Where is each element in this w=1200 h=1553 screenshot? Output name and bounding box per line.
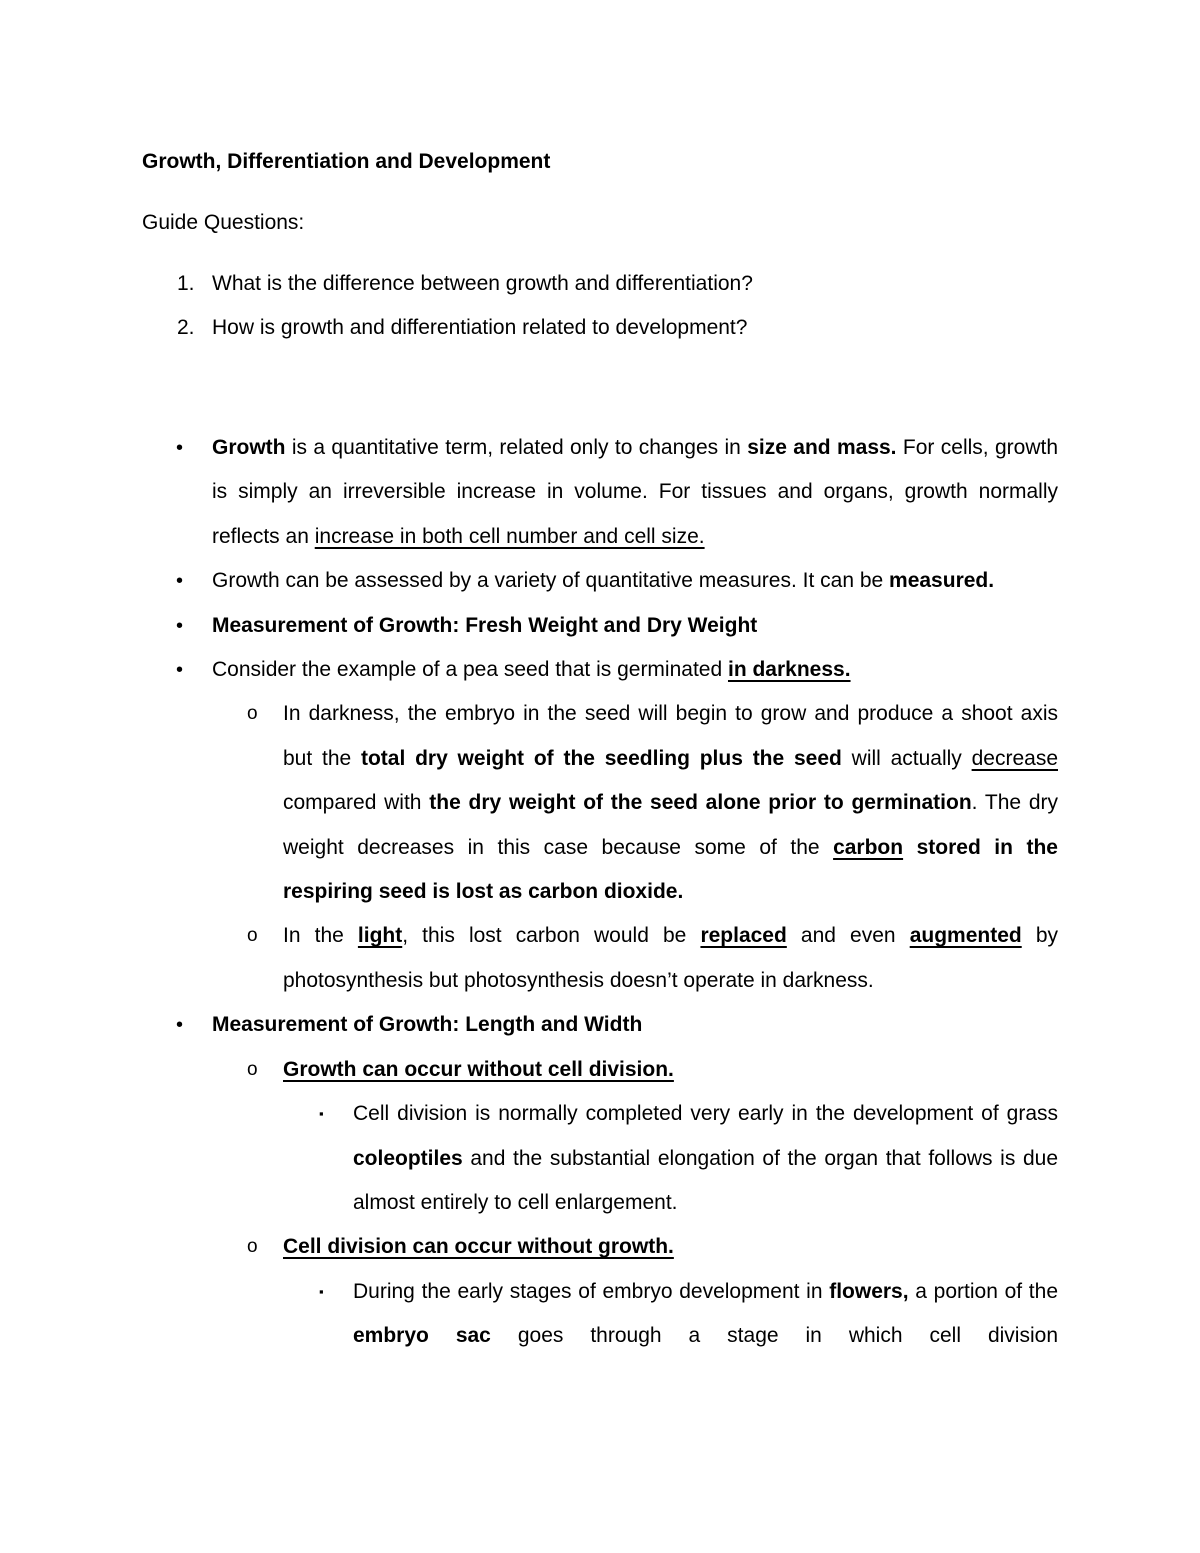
bullet-fresh-dry-weight <box>176 604 1058 648</box>
subsubbullet-coleoptiles <box>319 1092 1058 1225</box>
question-item <box>142 314 1062 358</box>
square-marker: ▪ <box>319 1106 324 1122</box>
guide-questions-list <box>142 270 1062 358</box>
text-run: . The dry weight decreases in this case because some of the <box>283 791 1058 859</box>
bold-term: measured. <box>889 569 995 593</box>
bullet-marker: • <box>176 1014 184 1037</box>
text-run: compared with <box>283 791 430 815</box>
question-text: How is growth and differentiation related to development? <box>212 316 748 339</box>
underlined-text: increase in both cell number and cell size. <box>314 524 705 548</box>
question-number: 2. <box>177 316 195 339</box>
bold-heading: Measurement of Growth: Length and Width <box>212 1013 643 1037</box>
bold-term: embryo sac <box>353 1324 491 1348</box>
bold-term: size and mass. <box>747 436 897 459</box>
bold-term: total dry weight of the seedling plus the seed <box>360 746 842 770</box>
subbullet-light <box>247 914 1058 1003</box>
text-run: In the <box>283 924 358 948</box>
circle-marker: o <box>247 1236 258 1258</box>
bullet-length-width <box>176 1003 1058 1047</box>
bold-underlined-term: Growth can occur without cell division. <box>283 1057 674 1081</box>
bullet-marker: • <box>176 614 184 637</box>
bold-term: flowers, <box>829 1279 909 1303</box>
bullet-growth-assessed <box>176 559 1058 603</box>
text-run: , this lost carbon would be <box>402 924 701 948</box>
question-item <box>142 270 1062 314</box>
underlined-text: decrease <box>971 746 1058 770</box>
text-run: and the substantial elongation of the organ that follows is due almost entirely to cell enlargement. <box>353 1146 1058 1214</box>
text-run: During the early stages of embryo development in <box>353 1279 830 1303</box>
circle-marker: o <box>247 925 258 947</box>
subbullet-division-without-growth <box>247 1225 1058 1269</box>
question-number: 1. <box>177 272 195 295</box>
bullet-growth-definition <box>176 426 1058 559</box>
bullet-marker: • <box>176 570 184 593</box>
text-run: In darkness, the embryo in the seed will begin to grow and produce a shoot axis but the <box>283 702 1058 770</box>
bold-term: coleoptiles <box>353 1146 463 1170</box>
question-text: What is the difference between growth and differentiation? <box>212 272 753 295</box>
subbullet-darkness <box>247 692 1058 914</box>
bold-underlined-term: light <box>357 924 403 948</box>
text-run: goes through a stage in which cell division <box>490 1324 1058 1348</box>
bold-heading: Measurement of Growth: Fresh Weight and Dry Weight <box>212 613 758 637</box>
bold-underlined-term: augmented <box>909 924 1022 948</box>
square-marker: ▪ <box>319 1283 324 1299</box>
bold-underlined-term: Cell division can occur without growth. <box>283 1235 674 1259</box>
notes-body <box>0 426 1200 1359</box>
bold-term: stored in the respiring seed is lost as carbon dioxide. <box>283 835 1058 904</box>
text-run: by photosynthesis but photosynthesis doesn’t operate in darkness. <box>283 924 1058 992</box>
circle-marker: o <box>247 1058 258 1080</box>
bullet-marker: • <box>176 659 184 682</box>
circle-marker: o <box>247 703 258 725</box>
text-run: Cell division is normally completed very early in the development of grass <box>353 1102 1058 1126</box>
bold-underlined-term: replaced <box>700 924 787 948</box>
bold-term: Growth <box>212 436 286 459</box>
subbullet-growth-without-division <box>247 1048 1058 1092</box>
text-run: a portion of the <box>908 1279 1058 1303</box>
text-run: For cells, growth is simply an irreversible increase in volume. For tissues and organs, growth normally reflects an <box>212 436 1058 548</box>
text-run: will actually <box>841 746 972 770</box>
text-run: Consider the example of a pea seed that is germinated <box>212 658 728 682</box>
bold-underlined-term: carbon <box>833 835 904 859</box>
bullet-marker: • <box>176 437 184 459</box>
guide-questions-label: Guide Questions: <box>142 211 305 234</box>
bold-term: the dry weight of the seed alone prior to germination <box>429 791 972 815</box>
text-run: is a quantitative term, related only to changes in <box>285 436 748 459</box>
bullet-pea-seed <box>176 648 1058 692</box>
bold-underlined-term: in darkness. <box>727 658 851 682</box>
text-run: and even <box>786 924 910 948</box>
subsubbullet-embryo-sac <box>319 1270 1058 1359</box>
text-run: Growth can be assessed by a variety of quantitative measures. It can be <box>212 569 890 593</box>
document-title: Growth, Differentiation and Development <box>142 150 551 173</box>
